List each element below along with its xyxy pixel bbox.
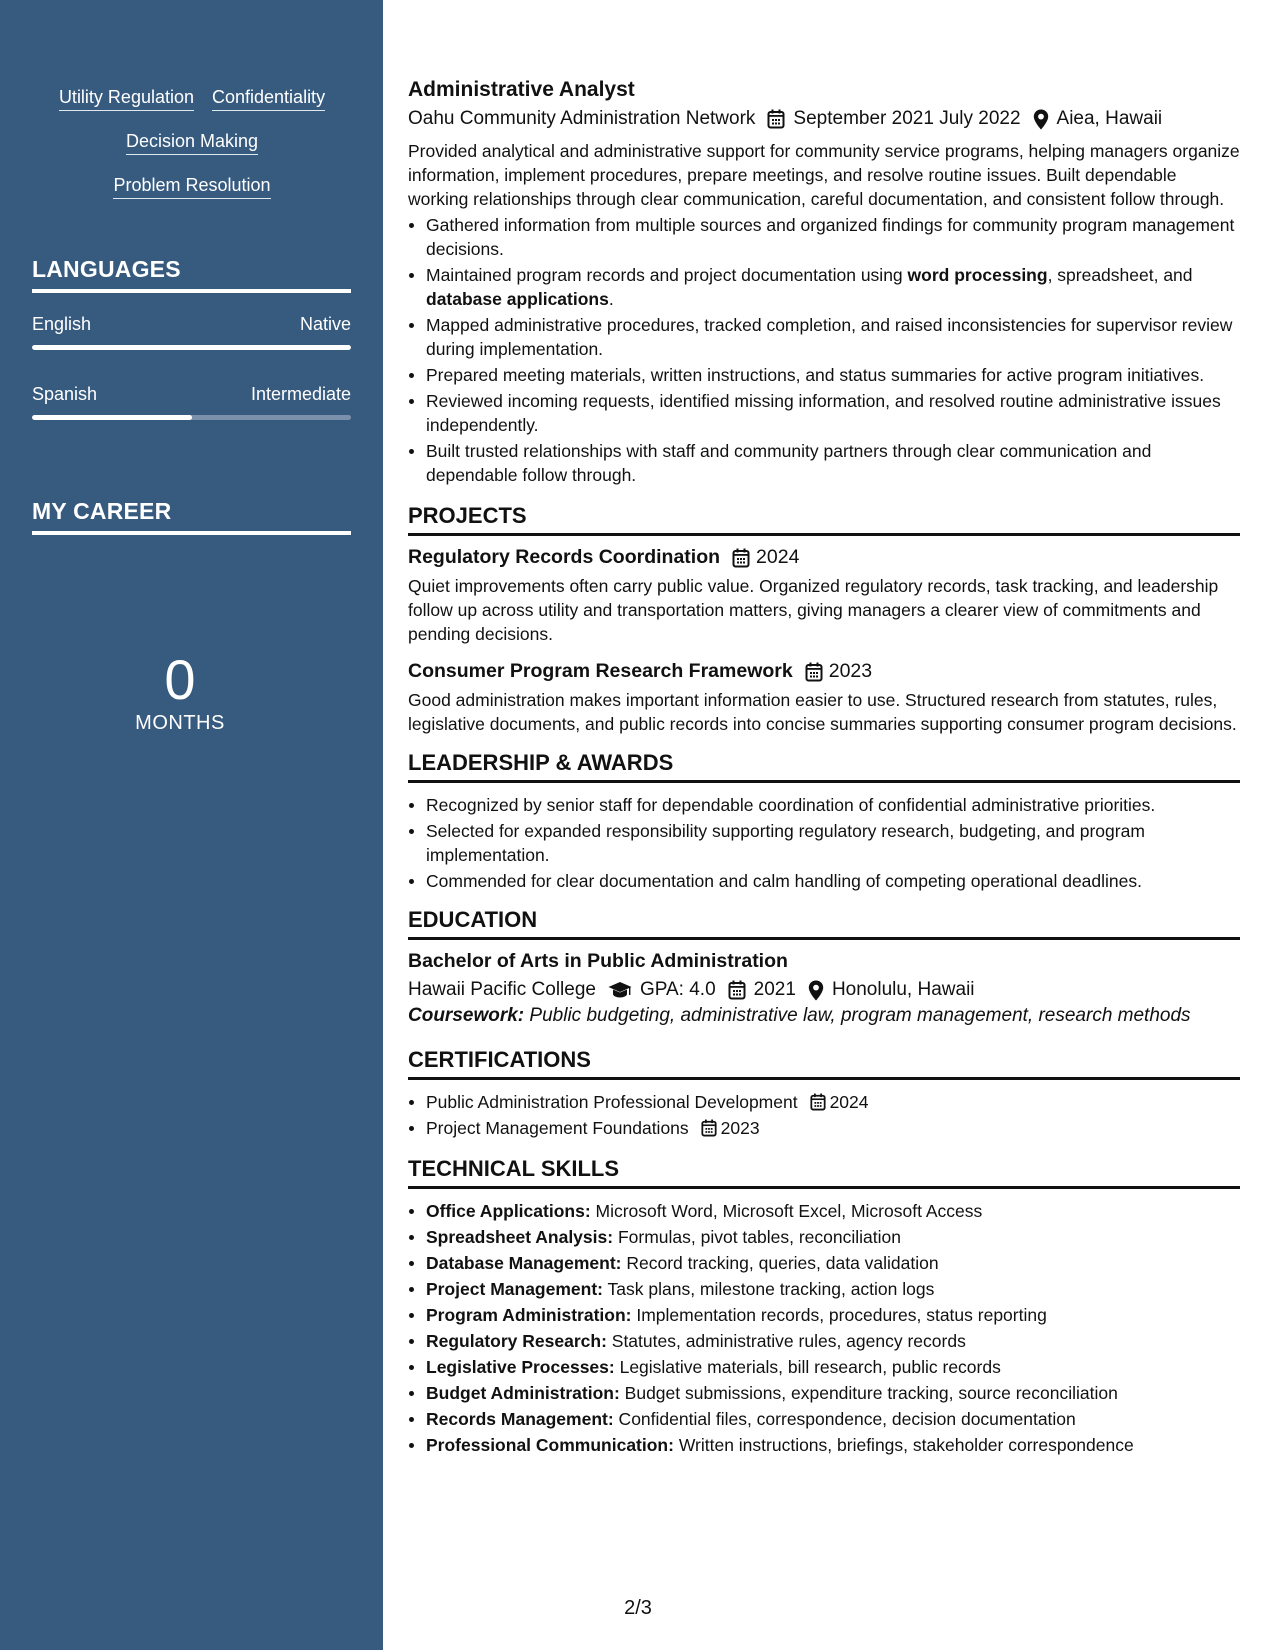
job-summary: Provided analytical and administrative support for community service programs, helping managers organize information, implement procedures, prepare meetings, and resolve routine issues. Built dependable working relationships through clear communication, careful documentation, and consistent follow through. xyxy=(408,141,1240,209)
list-item: Built trusted relationships with staff and community partners through clear communication and dependable follow through. xyxy=(408,439,1240,487)
job-dates: September 2021 July 2022 xyxy=(793,108,1021,129)
technical-skills-heading: TECHNICAL SKILLS xyxy=(408,1156,1240,1189)
project-description: Quiet improvements often carry public value. Organized regulatory records, task tracking, and leadership follow up across utility and transportation matters, giving managers a clearer view of commitments and pending decisions. xyxy=(408,576,1219,644)
project-entry xyxy=(408,660,1240,736)
list-item xyxy=(408,1225,1240,1249)
language-level: Intermediate xyxy=(250,384,351,404)
career-heading: MY CAREER xyxy=(32,498,351,535)
career-counter xyxy=(80,650,280,735)
language-spanish xyxy=(32,384,351,420)
project-title: Regulatory Records Coordination xyxy=(408,546,721,568)
skill-label: Budget Administration: xyxy=(426,1383,620,1403)
skill-value: Statutes, administrative rules, agency records xyxy=(606,1331,966,1351)
language-bar xyxy=(32,415,351,420)
list-item xyxy=(408,1199,1240,1223)
school-name: Hawaii Pacific College xyxy=(408,979,596,1000)
skill-tags xyxy=(32,86,352,218)
skill-label: Project Management: xyxy=(426,1279,603,1299)
main-content xyxy=(408,78,1240,1459)
experience-entry xyxy=(408,78,1240,487)
skill-value: Record tracking, queries, data validation xyxy=(621,1253,939,1273)
leadership-list xyxy=(408,793,1240,893)
projects-heading: PROJECTS xyxy=(408,503,1240,536)
list-item xyxy=(408,1329,1240,1353)
skill-label: Program Administration: xyxy=(426,1305,632,1325)
education-heading: EDUCATION xyxy=(408,907,1240,940)
list-item: Gathered information from multiple sources and organized findings for community program management decisions. xyxy=(408,213,1240,261)
graduation-year: 2021 xyxy=(753,979,796,1000)
list-item: Reviewed incoming requests, identified missing information, and resolved routine administrative issues independently. xyxy=(408,389,1240,437)
coursework xyxy=(408,1005,1240,1027)
skill-tag: Confidentiality xyxy=(212,86,325,111)
project-description: Good administration makes important information easier to use. Structured research from statutes, rules, legislative documents, and public records into concise summaries supporting consumer program decisions. xyxy=(408,690,1237,734)
map-pin-icon xyxy=(808,980,824,1001)
list-item xyxy=(408,263,1240,311)
language-level: Native xyxy=(299,314,351,334)
skill-label: Database Management: xyxy=(426,1253,622,1273)
calendar-icon xyxy=(728,980,746,1000)
skill-label: Legislative Processes: xyxy=(426,1357,615,1377)
list-item: Prepared meeting materials, written instructions, and status summaries for active program initiatives. xyxy=(408,363,1240,387)
company-name: Oahu Community Administration Network xyxy=(408,108,756,129)
project-year: 2023 xyxy=(828,660,873,682)
education-entry xyxy=(408,950,1240,1027)
skill-value: Task plans, milestone tracking, action logs xyxy=(602,1279,935,1299)
calendar-icon xyxy=(810,1093,826,1111)
coursework-label: Coursework: xyxy=(408,1005,525,1026)
school-location: Honolulu, Hawaii xyxy=(831,979,975,1000)
calendar-icon xyxy=(732,548,750,568)
list-item: Selected for expanded responsibility supporting regulatory research, budgeting, and program implementation. xyxy=(408,819,1240,867)
skill-value: Confidential files, correspondence, decision documentation xyxy=(613,1409,1076,1429)
language-name: Spanish xyxy=(32,384,98,404)
certifications-heading: CERTIFICATIONS xyxy=(408,1047,1240,1080)
skill-value: Budget submissions, expenditure tracking, source reconciliation xyxy=(619,1383,1118,1403)
certification-year: 2023 xyxy=(720,1118,760,1138)
job-bullets xyxy=(408,213,1240,487)
certification-year: 2024 xyxy=(829,1092,869,1112)
education-meta xyxy=(408,979,1240,1001)
certification-name: Public Administration Professional Development xyxy=(426,1092,798,1112)
career-unit: MONTHS xyxy=(135,712,225,734)
bullet-bold: word processing xyxy=(907,265,1048,285)
project-title: Consumer Program Research Framework xyxy=(408,660,793,682)
skill-label: Office Applications: xyxy=(426,1201,591,1221)
bullet-text: Maintained program records and project documentation using xyxy=(426,265,908,285)
list-item: Mapped administrative procedures, tracked completion, and raised inconsistencies for supervisor review during implementation. xyxy=(408,313,1240,361)
list-item xyxy=(408,1116,1240,1140)
list-item xyxy=(408,1381,1240,1405)
list-item xyxy=(408,1277,1240,1301)
language-bar-fill xyxy=(32,415,192,420)
list-item xyxy=(408,1407,1240,1431)
degree-title: Bachelor of Arts in Public Administration xyxy=(408,950,788,972)
project-entry xyxy=(408,546,1240,646)
map-pin-icon xyxy=(1033,109,1049,130)
skill-label: Regulatory Research: xyxy=(426,1331,607,1351)
bullet-text: , spreadsheet, and xyxy=(1047,265,1193,285)
skill-value: Formulas, pivot tables, reconciliation xyxy=(613,1227,901,1247)
bullet-bold: database applications xyxy=(426,289,609,309)
calendar-icon xyxy=(805,662,823,682)
list-item: Recognized by senior staff for dependable coordination of confidential administrative priorities. xyxy=(408,793,1240,817)
certifications-list xyxy=(408,1090,1240,1140)
project-year: 2024 xyxy=(756,546,800,568)
list-item xyxy=(408,1433,1240,1457)
graduation-cap-icon xyxy=(608,981,632,999)
job-meta xyxy=(408,108,1240,130)
calendar-icon xyxy=(701,1119,717,1137)
career-value: 0 xyxy=(164,648,196,711)
skill-value: Microsoft Word, Microsoft Excel, Microsoft Access xyxy=(590,1201,983,1221)
skill-value: Legislative materials, bill research, public records xyxy=(614,1357,1001,1377)
language-english xyxy=(32,314,351,350)
job-location: Aiea, Hawaii xyxy=(1056,108,1163,129)
skill-value: Written instructions, briefings, stakeholder correspondence xyxy=(673,1435,1134,1455)
language-bar xyxy=(32,345,351,350)
coursework-text: Public budgeting, administrative law, program management, research methods xyxy=(524,1005,1191,1026)
calendar-icon xyxy=(767,109,785,129)
skill-label: Records Management: xyxy=(426,1409,614,1429)
technical-skills-list xyxy=(408,1199,1240,1457)
list-item xyxy=(408,1355,1240,1379)
list-item xyxy=(408,1303,1240,1327)
skill-tag: Decision Making xyxy=(126,130,258,155)
page-number: 2/3 xyxy=(624,1597,652,1619)
skill-value: Implementation records, procedures, status reporting xyxy=(631,1305,1047,1325)
bullet-text: . xyxy=(608,289,614,309)
list-item: Commended for clear documentation and calm handling of competing operational deadlines. xyxy=(408,869,1240,893)
certification-name: Project Management Foundations xyxy=(426,1118,689,1138)
sidebar xyxy=(0,0,383,1650)
list-item xyxy=(408,1090,1240,1114)
skill-tag: Problem Resolution xyxy=(113,174,270,199)
gpa: GPA: 4.0 xyxy=(639,979,716,1000)
languages-heading: LANGUAGES xyxy=(32,256,351,293)
language-bar-fill xyxy=(32,345,351,350)
skill-tag: Utility Regulation xyxy=(59,86,194,111)
job-title: Administrative Analyst xyxy=(408,78,635,101)
language-name: English xyxy=(32,314,92,334)
skill-label: Professional Communication: xyxy=(426,1435,674,1455)
skill-label: Spreadsheet Analysis: xyxy=(426,1227,614,1247)
list-item xyxy=(408,1251,1240,1275)
leadership-heading: LEADERSHIP & AWARDS xyxy=(408,750,1240,783)
